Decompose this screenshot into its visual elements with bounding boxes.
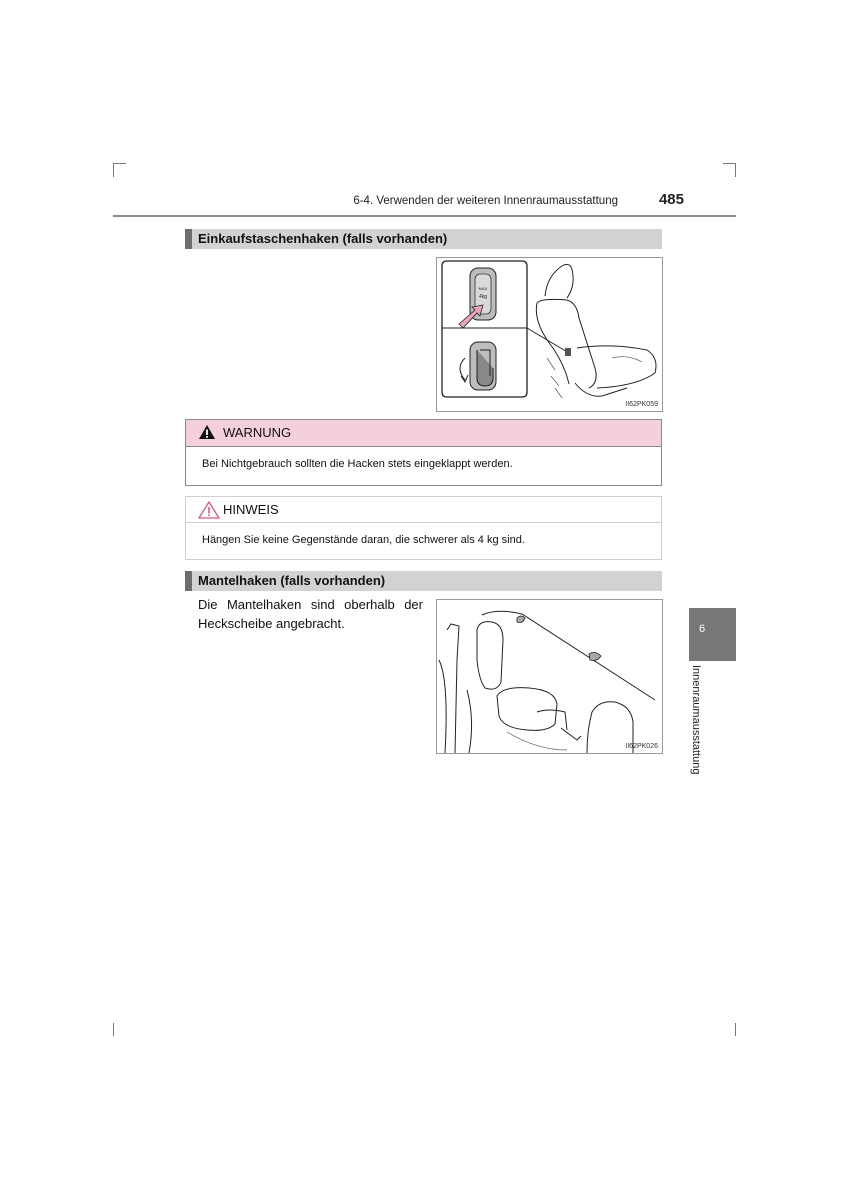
page-number: 485 xyxy=(658,191,684,208)
notice-label: HINWEIS xyxy=(223,502,279,517)
warning-text: Bei Nichtgebrauch sollten die Hacken stets eingeklappt werden. xyxy=(202,458,513,470)
warning-label: WARNUNG xyxy=(223,425,292,440)
notice-triangle-icon xyxy=(198,501,220,519)
notice-box xyxy=(185,496,662,560)
figure-code: II62PK059 xyxy=(625,401,658,408)
section-title: Mantelhaken (falls vorhanden) xyxy=(198,573,386,588)
chapter-side-label xyxy=(690,665,710,785)
crop-mark-top-right-h xyxy=(723,163,736,164)
figure-shopping-bag-hook xyxy=(436,257,663,412)
chapter-number: 6 xyxy=(699,623,706,635)
seat-hook-illustration xyxy=(437,258,662,411)
chapter-tab xyxy=(689,608,736,661)
coat-hook-paragraph xyxy=(198,595,423,633)
hook-max-label: MAX xyxy=(478,286,488,291)
hook-weight-label: 4kg xyxy=(478,294,488,300)
notice-text: Hängen Sie keine Gegenstände daran, die schwerer als 4 kg sind. xyxy=(202,534,525,546)
crop-mark-top-right-v xyxy=(735,163,736,177)
warning-header xyxy=(186,420,661,447)
paragraph-line: Die Mantelhaken sind oberhalb der xyxy=(198,597,423,612)
running-header: 6-4. Verwenden der weiteren Innenraumausstattung xyxy=(353,195,618,207)
section-heading-shopping-bag-hook xyxy=(185,229,662,249)
warning-box xyxy=(185,419,662,486)
notice-header xyxy=(186,497,661,523)
crop-mark-top-left-h xyxy=(113,163,126,164)
crop-mark-top-left-v xyxy=(113,163,114,177)
crop-mark-bottom-left xyxy=(113,1023,114,1036)
figure-code: II62PK026 xyxy=(625,743,658,750)
section-heading-coat-hook xyxy=(185,571,662,591)
section-title: Einkaufstaschenhaken (falls vorhanden) xyxy=(198,231,448,246)
figure-coat-hook xyxy=(436,599,663,754)
paragraph-line: Heckscheibe angebracht. xyxy=(198,616,345,631)
crop-mark-bottom-right xyxy=(735,1023,736,1036)
header-rule xyxy=(113,215,736,217)
rear-window-illustration xyxy=(437,600,662,753)
chapter-label: Innenraumausstattung xyxy=(690,665,702,775)
warning-triangle-icon xyxy=(198,424,216,440)
